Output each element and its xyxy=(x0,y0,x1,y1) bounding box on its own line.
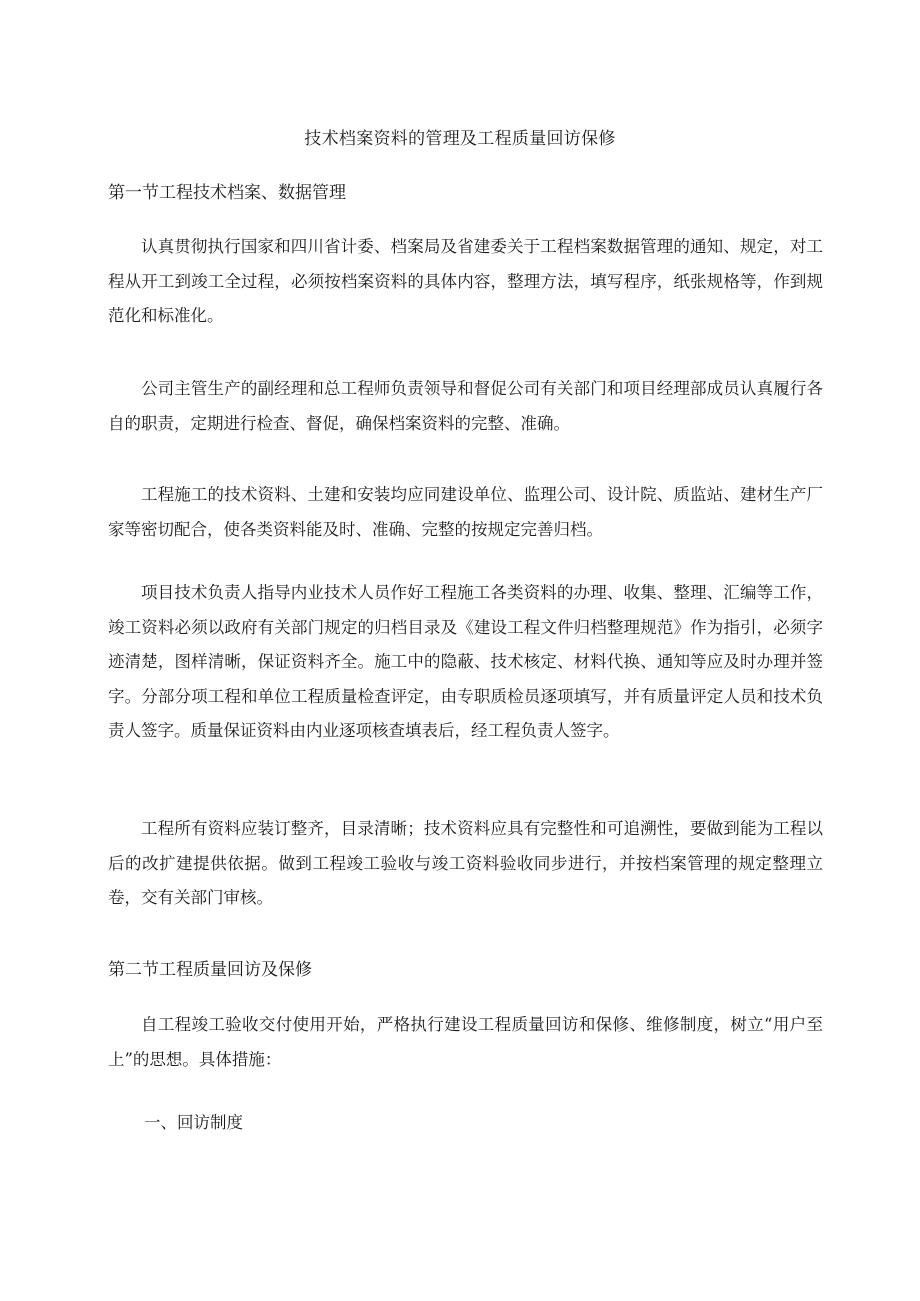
document-title: 技术档案资料的管理及工程质量回访保修 xyxy=(304,129,616,149)
section-1-paragraph-4: 项目技术负责人指导内业技术人员作好工程施工各类资料的办理、收集、整理、汇编等工作，竣工资料必须以政府有关部门规定的归档目录及《建设工程文件归档整理规范》作为指引，必须字迹清楚，图样清晰，保证资料齐全。施工中的隐蔽、技术核定、材料代换、通知等应及时办理并签字。分部分项工程和单位工程质量检查评定，由专职质检员逐项填写，并有质量评定人员和技术负责人签字。质量保证资料由内业逐项核查填表后，经工程负责人签字。 xyxy=(108,583,823,740)
section-2-paragraph-1: 自工程竣工验收交付使用开始，严格执行建设工程质量回访和保修、维修制度，树立“用户至上”的思想。具体措施： xyxy=(108,1015,823,1069)
section-1-paragraph-2: 公司主管生产的副经理和总工程师负责领导和督促公司有关部门和项目经理部成员认真履行各自的职责，定期进行检查、督促，确保档案资料的完整、准确。 xyxy=(108,379,823,433)
section-1-paragraph-5: 工程所有资料应装订整齐，目录清晰；技术资料应具有完整性和可追溯性，要做到能为工程以后的改扩建提供依据。做到工程竣工验收与竣工资料验收同步进行，并按档案管理的规定整理立卷，交有关部门审核。 xyxy=(108,819,823,907)
section-2-item-1: 一、回访制度 xyxy=(144,1113,243,1132)
section-1-heading: 第一节工程技术档案、数据管理 xyxy=(108,183,346,203)
section-1-paragraph-1: 认真贯彻执行国家和四川省计委、档案局及省建委关于工程档案数据管理的通知、规定，对工程从开工到竣工全过程，必须按档案资料的具体内容，整理方法，填写程序，纸张规格等，作到规范化和标准化。 xyxy=(108,237,823,325)
section-1-paragraph-3: 工程施工的技术资料、土建和安装均应同建设单位、监理公司、设计院、质监站、建材生产厂家等密切配合，使各类资料能及时、准确、完整的按规定完善归档。 xyxy=(108,485,823,539)
section-2-heading: 第二节工程质量回访及保修 xyxy=(108,960,312,980)
